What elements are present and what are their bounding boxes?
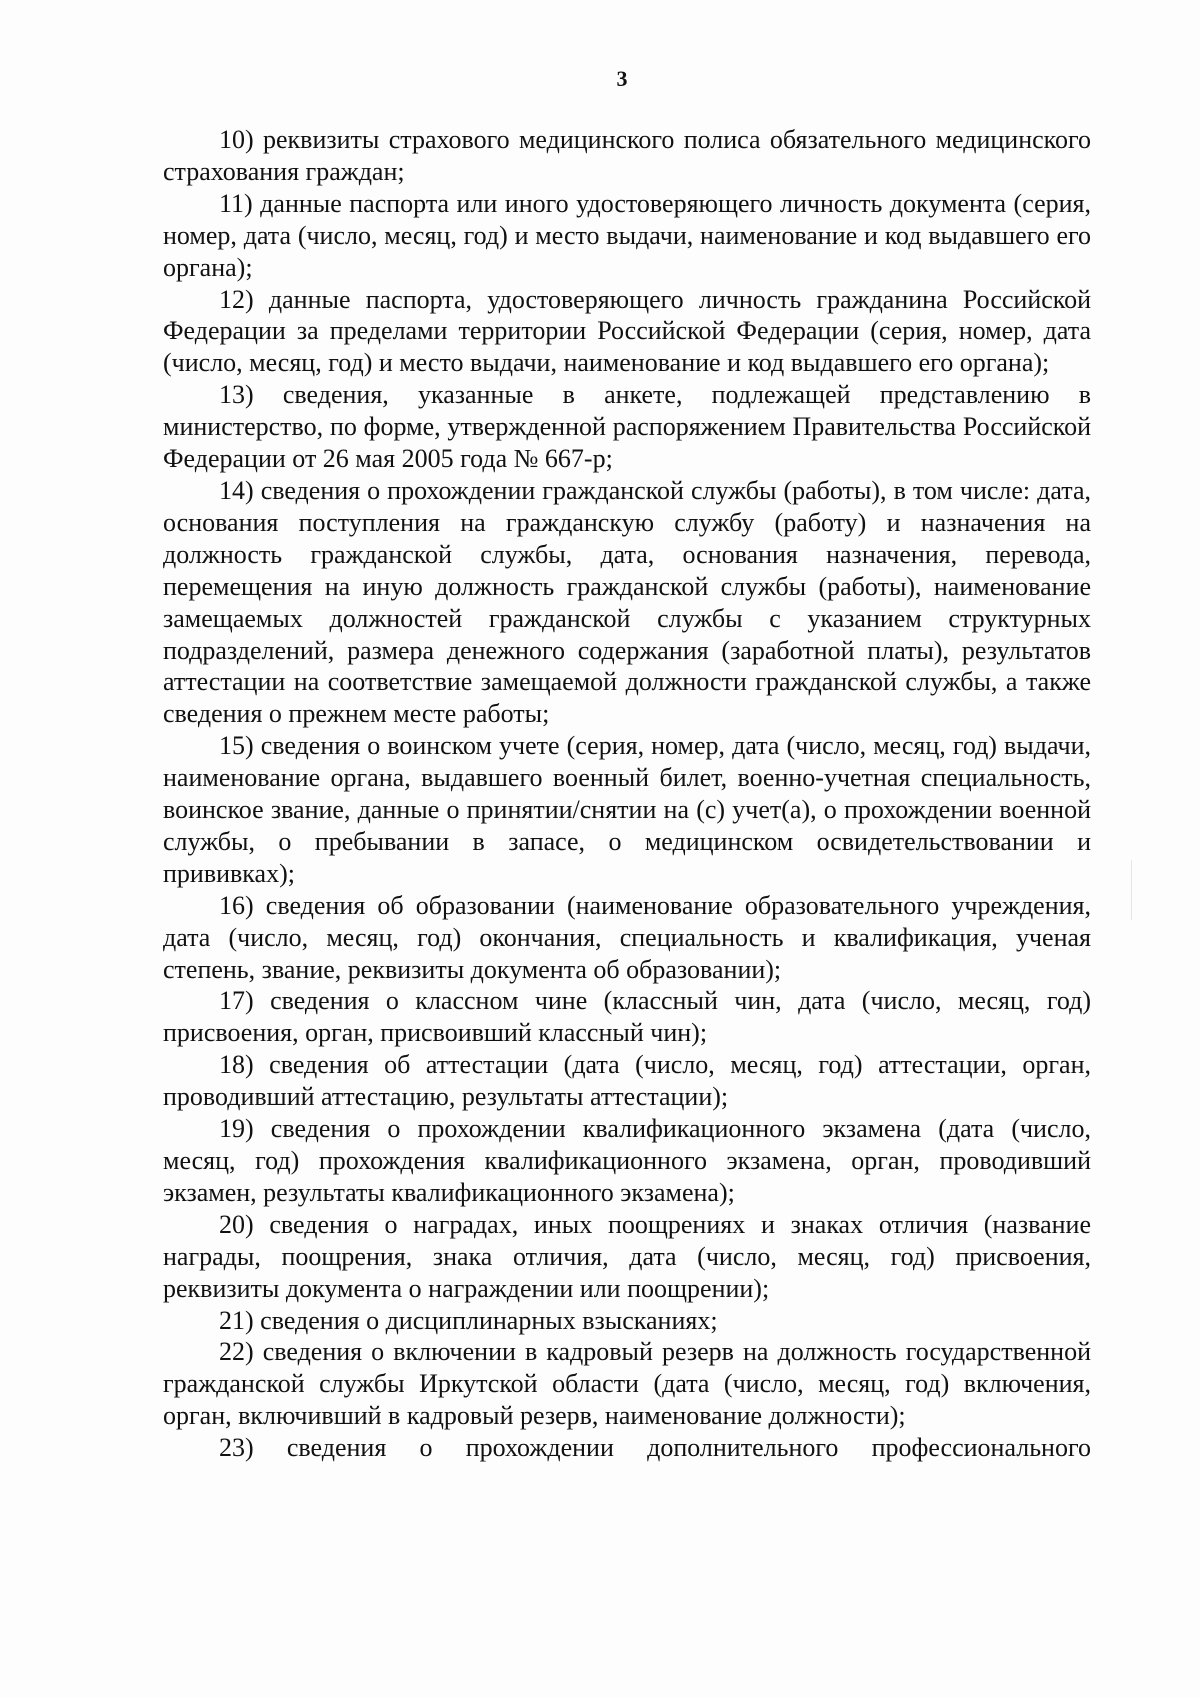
list-item-11: 11) данные паспорта или иного удостоверяющего личность документа (серия, номер, дата (число, месяц, год) и место выдачи, наименование и код выдавшего его органа); <box>163 188 1091 282</box>
list-item-14: 14) сведения о прохождении гражданской службы (работы), в том числе: дата, основания поступления на гражданскую службу (работу) и назначения на должность гражданской службы, дата, основания назначения, перевода, перемещения на иную должность гражданской службы (работы), наименование замещаемых должностей гражданской службы с указанием структурных подразделений, размера денежного содержания (заработной платы), результатов аттестации на соответствие замещаемой должности гражданской службы, а также сведения о прежнем месте работы; <box>163 475 1091 729</box>
list-item-10: 10) реквизиты страхового медицинского полиса обязательного медицинского страхования граждан; <box>163 125 1091 186</box>
page-number: 3 <box>616 66 628 91</box>
list-item-16: 16) сведения об образовании (наименование образовательного учреждения, дата (число, месяц, год) окончания, специальность и квалификация, ученая степень, звание, реквизиты документа об образовании); <box>163 890 1091 984</box>
list-item-21: 21) сведения о дисциплинарных взысканиях; <box>219 1305 718 1335</box>
list-item-19: 19) сведения о прохождении квалификационного экзамена (дата (число, месяц, год) прохождения квалификационного экзамена, орган, проводивший экзамен, результаты квалификационного экзамена); <box>163 1114 1091 1207</box>
scan-artifact <box>1131 860 1132 920</box>
list-item-20: 20) сведения о наградах, иных поощрениях и знаках отличия (название награды, поощрения, знака отличия, дата (число, месяц, год) присвоения, реквизиты документа о награждении или поощрении); <box>163 1209 1091 1303</box>
list-item-17: 17) сведения о классном чине (классный чин, дата (число, месяц, год) присвоения, орган, присвоивший классный чин); <box>163 986 1091 1048</box>
list-item-15: 15) сведения о воинском учете (серия, номер, дата (число, месяц, год) выдачи, наименование органа, выдавшего военный билет, военно-учетная специальность, воинское звание, данные о принятии/снятии на (с) учет(а), о прохождении военной службы, о пребывании в запасе, о медицинском освидетельствовании и прививках); <box>163 731 1091 888</box>
list-item-22: 22) сведения о включении в кадровый резерв на должность государственной гражданской службы Иркутской области (дата (число, месяц, год) включения, орган, включивший в кадровый резерв, наименование должности); <box>163 1337 1091 1431</box>
list-item-13: 13) сведения, указанные в анкете, подлежащей представлению в министерство, по форме, утвержденной распоряжением Правительства Российской Федерации от 26 мая 2005 года № 667-р; <box>163 380 1091 474</box>
list-item-18: 18) сведения об аттестации (дата (число, месяц, год) аттестации, орган, проводивший аттестацию, результаты аттестации); <box>163 1050 1091 1112</box>
document-body <box>163 124 1091 1464</box>
list-item-23: 23) сведения о прохождении дополнительного профессионального <box>219 1433 1091 1463</box>
list-item-12: 12) данные паспорта, удостоверяющего личность гражданина Российской Федерации за пределами территории Российской Федерации (серия, номер, дата (число, месяц, год) и место выдачи, наименование и код выдавшего его органа); <box>163 284 1091 378</box>
